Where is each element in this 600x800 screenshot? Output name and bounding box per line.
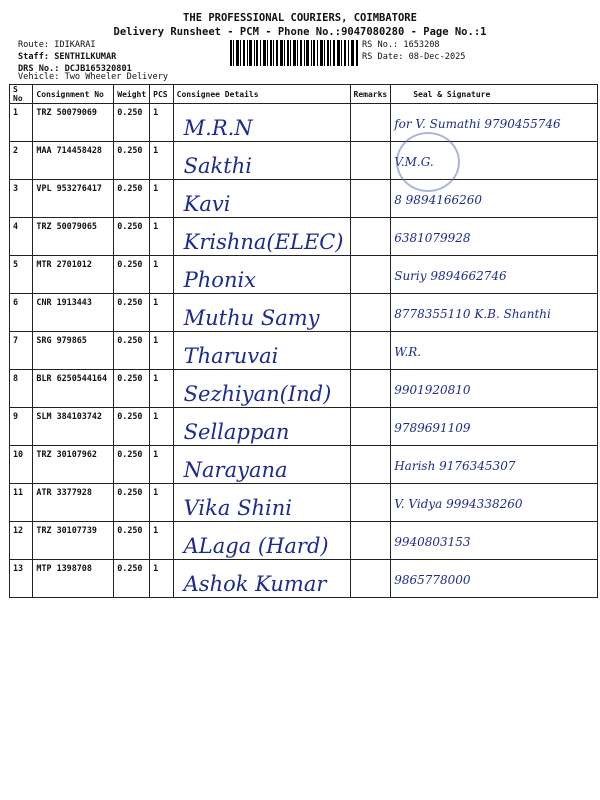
table-row [10,332,598,370]
table-row [10,104,598,142]
cell-remarks [350,408,391,446]
cell-pcs: 1 [150,446,173,484]
cell-sno: 2 [10,142,33,180]
barcode [230,40,358,66]
drs-text: DRS No.: DCJB165320801 [18,64,132,74]
table-row [10,370,598,408]
cell-seal-signature: W.R. [391,332,598,370]
cell-seal-signature: 8 9894166260 [391,180,598,218]
cell-seal-signature: Suriy 9894662746 [391,256,598,294]
cell-pcs: 1 [150,560,173,598]
cell-pcs: 1 [150,522,173,560]
cell-weight: 0.250 [114,522,150,560]
cell-remarks [350,332,391,370]
cell-remarks [350,218,391,256]
cell-weight: 0.250 [114,484,150,522]
cell-consignment-no: MAA 714458428 [33,142,114,180]
table-row [10,142,598,180]
company-title: THE PROFESSIONAL COURIERS, COIMBATORE [183,12,417,24]
cell-sno: 1 [10,104,33,142]
col-remarks: Remarks [350,85,391,104]
cell-sno: 4 [10,218,33,256]
cell-consignee-handwritten: Tharuvai [173,332,350,370]
rs-date: RS Date: 08-Dec-2025 [362,52,466,62]
cell-sno: 12 [10,522,33,560]
cell-weight: 0.250 [114,142,150,180]
cell-remarks [350,104,391,142]
cell-pcs: 1 [150,180,173,218]
cell-sno: 9 [10,408,33,446]
cell-seal-signature: 9901920810 [391,370,598,408]
col-signature: Seal & Signature [391,85,598,104]
cell-seal-signature: 6381079928 [391,218,598,256]
table-row [10,408,598,446]
table-row [10,180,598,218]
col-consignee: Consignee Details [173,85,350,104]
cell-remarks [350,370,391,408]
cell-pcs: 1 [150,104,173,142]
cell-seal-signature: 9789691109 [391,408,598,446]
cell-consignee-handwritten: Krishna(ELEC) [173,218,350,256]
vehicle-text: Vehicle: Two Wheeler Delivery [18,72,169,82]
cell-consignment-no: MTR 2701012 [33,256,114,294]
table-header-row [10,85,598,104]
cell-weight: 0.250 [114,560,150,598]
cell-seal-signature: for V. Sumathi 9790455746 [391,104,598,142]
cell-remarks [350,560,391,598]
cell-seal-signature: V. Vidya 9994338260 [391,484,598,522]
cell-weight: 0.250 [114,408,150,446]
cell-consignee-handwritten: Narayana [173,446,350,484]
col-consignment: Consignment No [33,85,114,104]
cell-consignee-handwritten: Sezhiyan(Ind) [173,370,350,408]
route-text: Route: IDIKARAI [18,40,96,50]
cell-remarks [350,256,391,294]
cell-consignee-handwritten: Sakthi [173,142,350,180]
cell-pcs: 1 [150,142,173,180]
cell-remarks [350,484,391,522]
cell-weight: 0.250 [114,180,150,218]
cell-remarks [350,180,391,218]
cell-weight: 0.250 [114,104,150,142]
table-row [10,256,598,294]
cell-remarks [350,522,391,560]
cell-sno: 6 [10,294,33,332]
cell-consignee-handwritten: Sellappan [173,408,350,446]
cell-remarks [350,294,391,332]
table-row [10,294,598,332]
table-row [10,218,598,256]
cell-consignment-no: SLM 384103742 [33,408,114,446]
col-weight: Weight [114,85,150,104]
cell-consignment-no: CNR 1913443 [33,294,114,332]
cell-consignee-handwritten: Kavi [173,180,350,218]
cell-consignment-no: BLR 6250544164 [33,370,114,408]
cell-remarks [350,142,391,180]
cell-consignment-no: TRZ 50079069 [33,104,114,142]
cell-seal-signature: 9865778000 [391,560,598,598]
cell-consignee-handwritten: M.R.N [173,104,350,142]
cell-pcs: 1 [150,218,173,256]
cell-consignment-no: SRG 979865 [33,332,114,370]
cell-consignment-no: ATR 3377928 [33,484,114,522]
cell-sno: 3 [10,180,33,218]
cell-pcs: 1 [150,370,173,408]
cell-consignee-handwritten: Vika Shini [173,484,350,522]
cell-consignment-no: TRZ 30107962 [33,446,114,484]
runsheet-subtitle: Delivery Runsheet - PCM - Phone No.:9047080280 - Page No.:1 [113,26,487,38]
cell-sno: 11 [10,484,33,522]
cell-consignment-no: TRZ 50079065 [33,218,114,256]
cell-seal-signature: V.M.G. [391,142,598,180]
cell-pcs: 1 [150,484,173,522]
table-row [10,446,598,484]
cell-weight: 0.250 [114,446,150,484]
rs-number: RS No.: 1653208 [362,40,440,50]
cell-consignee-handwritten: Phonix [173,256,350,294]
cell-consignment-no: TRZ 30107739 [33,522,114,560]
cell-sno: 10 [10,446,33,484]
cell-sno: 7 [10,332,33,370]
cell-consignment-no: VPL 953276417 [33,180,114,218]
cell-sno: 5 [10,256,33,294]
cell-seal-signature: 9940803153 [391,522,598,560]
table-row [10,522,598,560]
cell-weight: 0.250 [114,332,150,370]
cell-remarks [350,446,391,484]
staff-text: Staff: SENTHILKUMAR [18,52,117,62]
cell-seal-signature: 8778355110 K.B. Shanthi [391,294,598,332]
col-pcs: PCS [150,85,173,104]
meta-right [362,39,465,63]
cell-consignee-handwritten: Ashok Kumar [173,560,350,598]
table-row [10,484,598,522]
cell-pcs: 1 [150,256,173,294]
cell-consignee-handwritten: Muthu Samy [173,294,350,332]
cell-pcs: 1 [150,294,173,332]
cell-seal-signature: Harish 9176345307 [391,446,598,484]
cell-weight: 0.250 [114,370,150,408]
cell-weight: 0.250 [114,218,150,256]
cell-weight: 0.250 [114,256,150,294]
cell-pcs: 1 [150,408,173,446]
cell-weight: 0.250 [114,294,150,332]
cell-sno: 8 [10,370,33,408]
cell-pcs: 1 [150,332,173,370]
cell-consignment-no: MTP 1398708 [33,560,114,598]
col-sno: S No [10,85,33,104]
meta-left [18,39,132,75]
cell-sno: 13 [10,560,33,598]
table-row [10,560,598,598]
cell-consignee-handwritten: ALaga (Hard) [173,522,350,560]
runsheet-table [9,84,598,598]
